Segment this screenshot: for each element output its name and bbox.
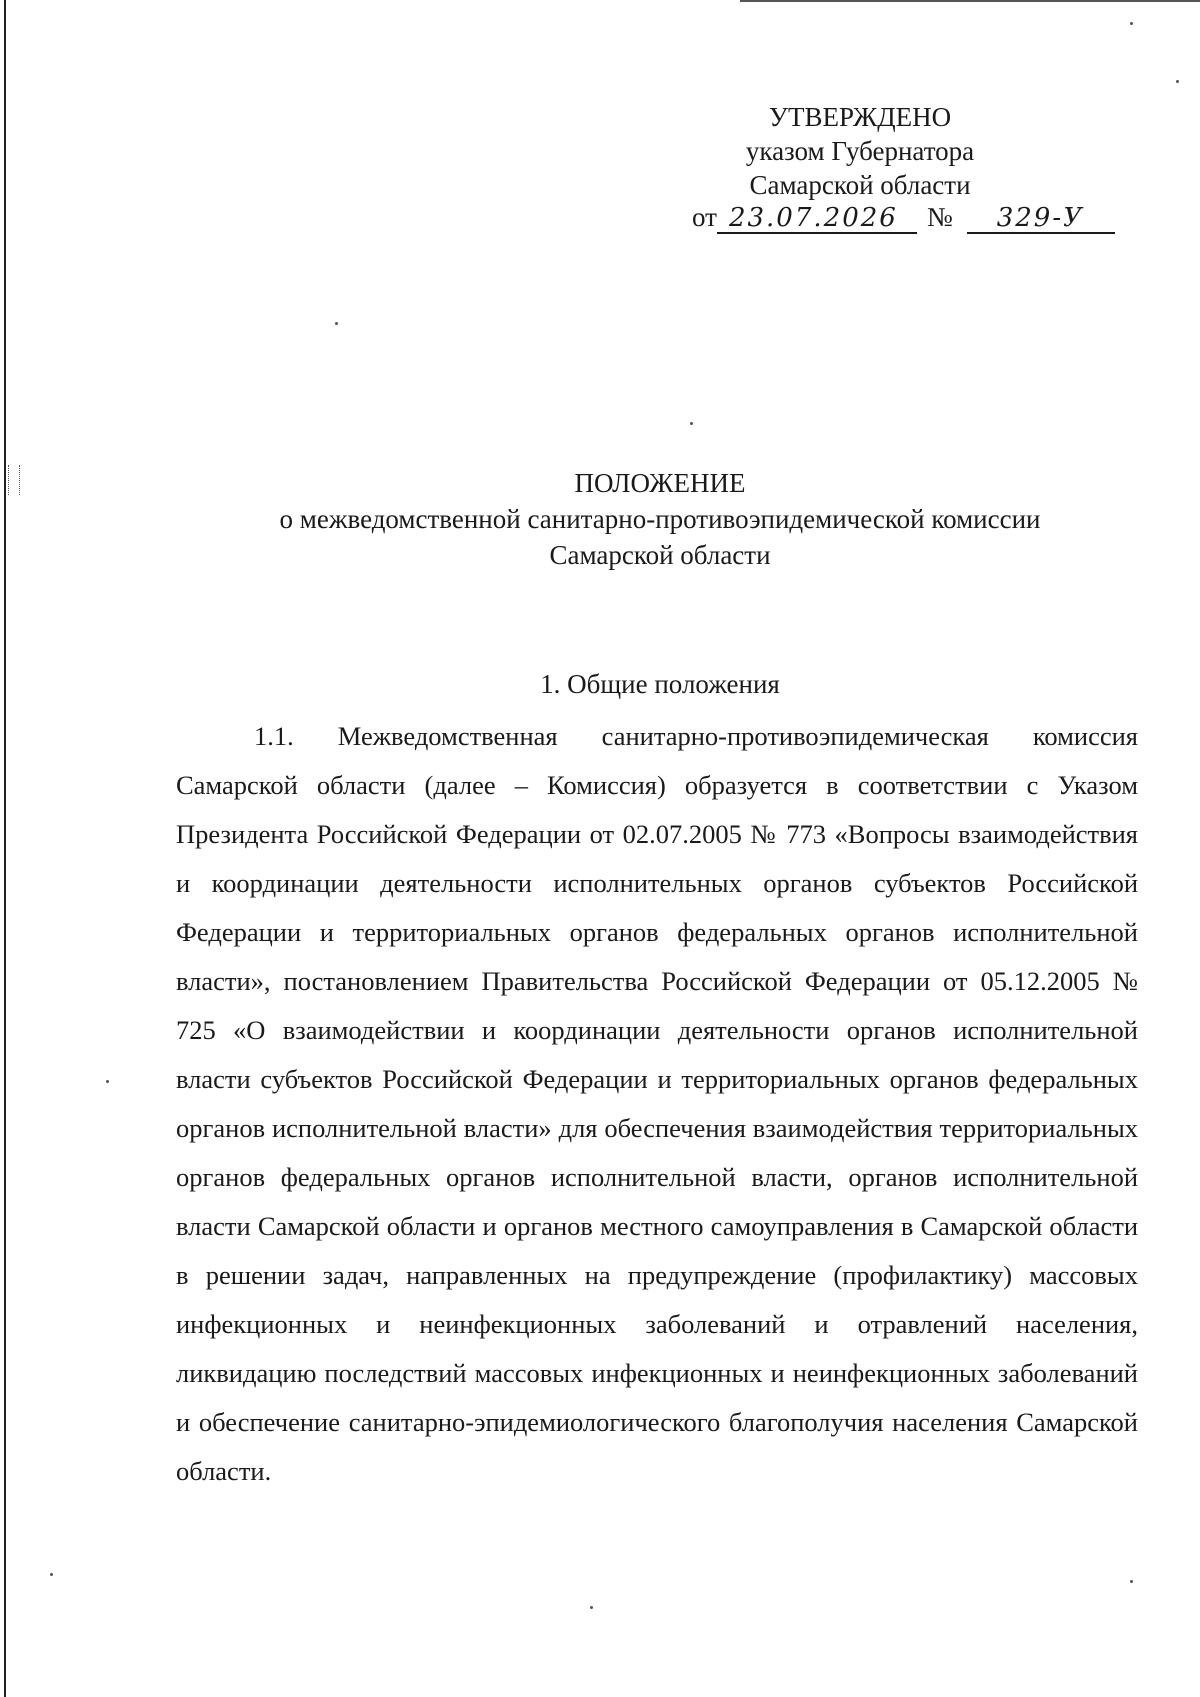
section-heading: 1. Общие положения bbox=[540, 669, 780, 699]
scan-speck bbox=[690, 422, 693, 425]
document-title-region: Самарской области bbox=[549, 540, 771, 570]
scan-speck bbox=[590, 1606, 593, 1609]
scan-speck bbox=[1176, 80, 1179, 83]
document-title-main: ПОЛОЖЕНИЕ bbox=[574, 468, 746, 498]
date-prefix: от bbox=[692, 202, 717, 232]
document-title bbox=[130, 465, 1190, 573]
number-sign: № bbox=[926, 202, 953, 232]
margin-mark bbox=[8, 465, 20, 495]
scan-speck bbox=[106, 1080, 109, 1083]
handwritten-date: 23.07.2026 bbox=[717, 204, 917, 234]
paragraph-1-1: 1.1. Межведомственная санитарно-противоэпидемическая комиссия Самарской области (далее – Комиссия) образуется в соответствии с Указом Президента Российской Федерации от 02.07.2005 № 773 «Вопросы взаимодействия и координации деятельности исполнительных органов субъектов Российской Федерации и территориальных органов федеральных органов исполнительной власти», постановлением Правительства Российской Федерации от 05.12.2005 № 725 «О взаимодействии и координации деятельности органов исполнительной власти субъектов Российской Федерации и территориальных органов федеральных органов исполнительной власти» для обеспечения взаимодействия территориальных органов федеральных органов исполнительной власти, органов исполнительной власти Самарской области и органов местного самоуправления в Самарской области в решении задач, направленных на предупреждение (профилактику) массовых инфекционных и неинфекционных заболеваний и отравлений населения, ликвидацию последствий массовых инфекционных и неинфекционных заболеваний и обеспечение санитарно-эпидемиологического благополучия населения Самарской области. bbox=[176, 721, 1138, 1486]
approval-region: Самарской области bbox=[749, 170, 971, 200]
scan-top-edge bbox=[740, 0, 1200, 2]
approval-date-line bbox=[692, 202, 1115, 234]
scan-speck bbox=[50, 1573, 53, 1576]
approval-heading: УТВЕРЖДЕНО bbox=[768, 102, 952, 132]
approval-issuer: указом Губернатора bbox=[745, 136, 975, 166]
scan-left-edge bbox=[4, 0, 6, 1697]
document-title-subtitle: о межведомственной санитарно-противоэпидемической комиссии bbox=[279, 504, 1041, 534]
scan-speck bbox=[1130, 1580, 1133, 1583]
approval-stamp-block bbox=[690, 100, 1030, 202]
scan-speck bbox=[335, 322, 338, 325]
scan-speck bbox=[1130, 22, 1133, 25]
handwritten-number: 329-У bbox=[967, 204, 1115, 234]
